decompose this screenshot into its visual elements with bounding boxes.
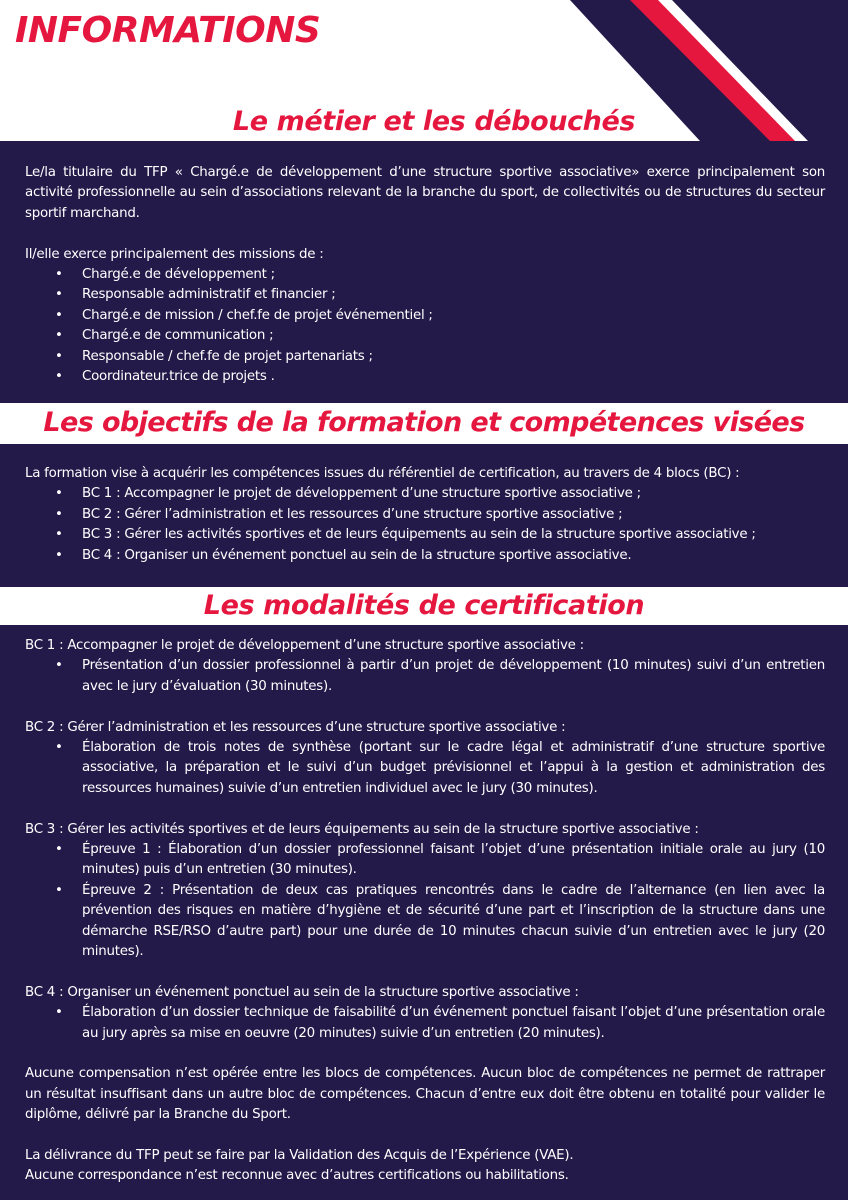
missions-intro: Il/elle exerce principalement des missions de : [25, 246, 324, 262]
bc1-list [25, 656, 825, 697]
section-title-metier: Le métier et les débouchés [232, 106, 636, 137]
list-item: • BC 4 : Organiser un événement ponctuel au sein de la structure sportive associative. [25, 546, 825, 566]
list-item: • Élaboration de trois notes de synthèse (portant sur le cadre légal et administratif d’une structure sportive associative, la préparation et le suivi d’un budget prévisionnel et l’appui à la gestion et administration des ressources humaines) suivie d’un entretien individuel avec le jury (30 minutes). [25, 738, 825, 799]
page-title: INFORMATIONS [15, 10, 321, 51]
bc2-heading: BC 2 : Gérer l’administration et les ressources d’une structure sportive associative : [25, 719, 566, 735]
list-item: • Élaboration d’un dossier technique de faisabilité d’un événement ponctuel faisant l’objet d’une présentation orale au jury après sa mise en oeuvre (20 minutes) suivie d’un entretien (20 minutes). [25, 1003, 825, 1044]
bc4-heading: BC 4 : Organiser un événement ponctuel au sein de la structure sportive associative : [25, 984, 579, 1000]
list-item: • Responsable / chef.fe de projet partenariats ; [25, 347, 825, 367]
section-metier-body [25, 163, 825, 387]
list-item: • BC 1 : Accompagner le projet de développement d’une structure sportive associative ; [25, 484, 825, 504]
section-band-modalites [0, 587, 848, 625]
section-objectifs-body [25, 464, 825, 566]
list-item: • Chargé.e de communication ; [25, 326, 825, 346]
correspondence-text: Aucune correspondance n’est reconnue avec d’autres certifications ou habilitations. [25, 1168, 569, 1184]
vae-text: La délivrance du TFP peut se faire par la Validation des Acquis de l’Expérience (VAE). [25, 1148, 574, 1164]
list-item: • Chargé.e de mission / chef.fe de projet événementiel ; [25, 306, 825, 326]
bc1-heading: BC 1 : Accompagner le projet de développement d’une structure sportive associative : [25, 638, 584, 653]
section-title-modalites: Les modalités de certification [203, 590, 645, 621]
header-band [0, 0, 848, 141]
compensation-text: Aucune compensation n’est opérée entre les blocs de compétences. Aucun bloc de compétences ne permet de rattraper un résultat insuffisant dans un autre bloc de compétences. Chacun d’entre eux doit être obtenu en totalité pour valider le diplôme, délivré par la Branche du Sport. [25, 1066, 825, 1123]
bc4-list [25, 1003, 825, 1044]
metier-intro: Le/la titulaire du TFP « Chargé.e de développement d’une structure sportive associative» exerce principalement son activité professionnelle au sein d’associations relevant de la branche du sport, de collectivités ou de structures du secteur sportif marchand. [25, 165, 825, 221]
list-item: • Épreuve 2 : Présentation de deux cas pratiques rencontrés dans le cadre de l’alternance (en lien avec la prévention des risques en matière d’hygiène et de sécurité d’une part et l’inscription de la structure dans une démarche RSE/RSO d’autre part) pour une durée de 10 minutes chacun suivie d’un entretien avec le jury (20 minutes). [25, 881, 825, 963]
list-item: • Coordinateur.trice de projets . [25, 367, 825, 387]
blocks-list [25, 484, 825, 566]
section-modalites-body [25, 636, 825, 1187]
bc2-list [25, 738, 825, 799]
list-item: • Épreuve 1 : Élaboration d’un dossier professionnel faisant l’objet d’une présentation initiale orale au jury (10 minutes) puis d’un entretien (30 minutes). [25, 840, 825, 881]
section-title-objectifs: Les objectifs de la formation et compétences visées [43, 407, 805, 438]
list-item: • Responsable administratif et financier ; [25, 285, 825, 305]
missions-list [25, 265, 825, 387]
list-item: • BC 3 : Gérer les activités sportives et de leurs équipements au sein de la structure sportive associative ; [25, 525, 825, 545]
objectifs-intro: La formation vise à acquérir les compétences issues du référentiel de certification, au travers de 4 blocs (BC) : [25, 466, 740, 481]
list-item: • Chargé.e de développement ; [25, 265, 825, 285]
list-item: • Présentation d’un dossier professionnel à partir d’un projet de développement (10 minutes) suivi d’un entretien avec le jury d’évaluation (30 minutes). [25, 656, 825, 697]
section-band-objectifs [0, 403, 848, 444]
bc3-heading: BC 3 : Gérer les activités sportives et de leurs équipements au sein de la structure sportive associative : [25, 821, 699, 837]
list-item: • BC 2 : Gérer l’administration et les ressources d’une structure sportive associative ; [25, 505, 825, 525]
bc3-list [25, 840, 825, 962]
